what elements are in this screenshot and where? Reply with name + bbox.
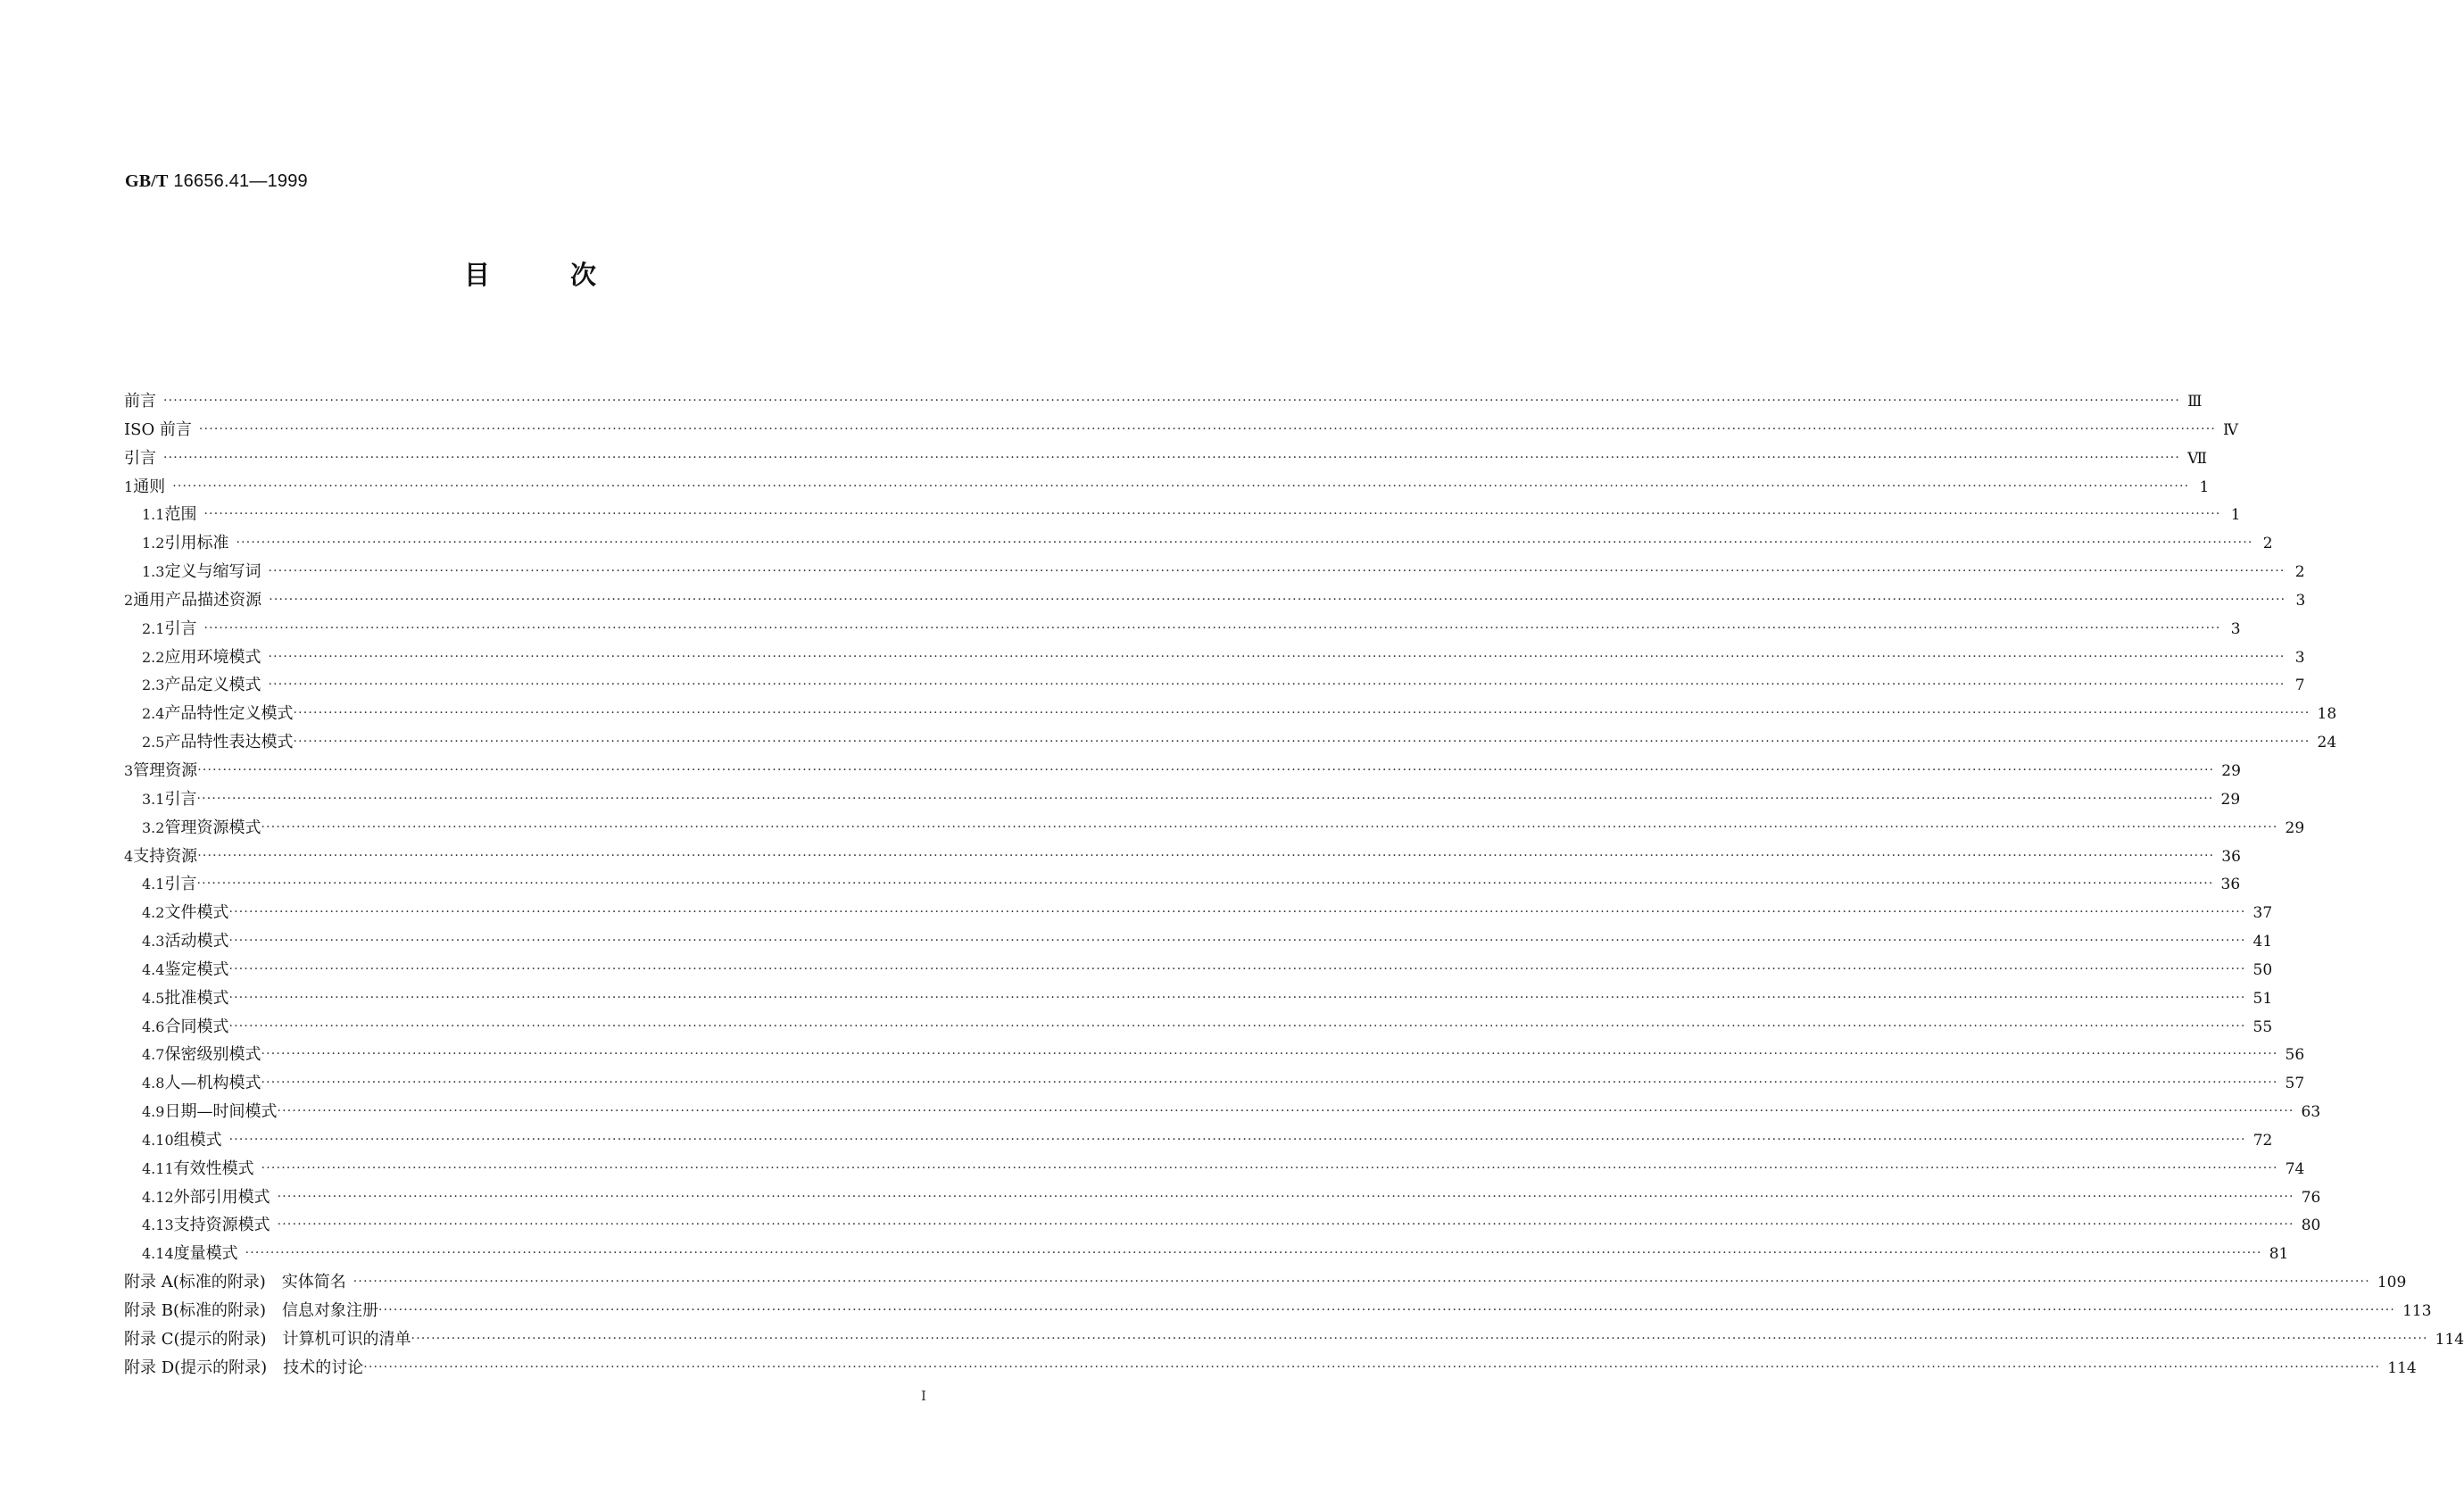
toc-dot-leader: ················································································································································································································································································································································································································: [196, 791, 2214, 806]
toc-entry-label: 产品特性定义模式: [164, 704, 294, 724]
toc-entry: [124, 473, 2210, 502]
toc-entry-page: 37: [2252, 904, 2273, 923]
toc-entry: [124, 757, 2241, 785]
toc-dot-leader: ················································································································································································································································································································································································································: [228, 1132, 2246, 1147]
toc-dot-leader: ················································································································································································································································································································································································································: [378, 1303, 2396, 1317]
toc-entry-number: 4.2: [142, 904, 165, 922]
toc-entry: [124, 1126, 2273, 1155]
toc-dot-leader: ················································································································································································································································································································································································································: [228, 961, 2246, 976]
toc-entry-label: 日期—时间模式: [164, 1102, 278, 1122]
toc-entry: [124, 1183, 2321, 1212]
toc-entry-number: 4.3: [142, 933, 165, 951]
toc-dot-leader: ················································································································································································································································································································································································································: [245, 1246, 2262, 1261]
toc-entry: [124, 728, 2337, 757]
toc-entry: [124, 586, 2306, 615]
toc-entry-number: 2.4: [142, 705, 165, 723]
toc-entry: [124, 843, 2241, 871]
toc-entry-number: 2.2: [142, 648, 165, 666]
toc-entry-page: 63: [2301, 1103, 2321, 1122]
toc-dot-leader: ················································································································································································································································································································································································································: [261, 1047, 2278, 1062]
page-title: [464, 255, 676, 292]
toc-entry-label: 活动模式: [164, 932, 229, 951]
toc-entry-number: 4.14: [142, 1245, 174, 1263]
standard-number: 16656.41—1999: [173, 171, 308, 191]
toc-entry: [124, 927, 2273, 956]
toc-dot-leader: ················································································································································································································································································································································································································: [269, 592, 2286, 607]
toc-entry-page: 55: [2252, 1017, 2273, 1036]
toc-entry: [124, 1098, 2321, 1126]
toc-dot-leader: ················································································································································································································································································································································································································: [228, 1018, 2246, 1034]
toc-entry: [124, 1155, 2305, 1183]
toc-entry: [124, 1240, 2289, 1268]
toc-entry-label: 支持资源模式: [173, 1216, 270, 1235]
toc-entry-page: 41: [2252, 933, 2273, 951]
toc-entry-page: 24: [2317, 734, 2337, 752]
toc-entry-page: 109: [2377, 1274, 2407, 1292]
table-of-contents: [124, 387, 2464, 1383]
toc-dot-leader: ················································································································································································································································································································································································································: [228, 990, 2246, 1005]
toc-dot-leader: ················································································································································································································································································································································································································: [228, 934, 2246, 949]
toc-dot-leader: ················································································································································································································································································································································································································: [353, 1275, 2370, 1290]
toc-entry: [124, 1297, 2432, 1325]
toc-entry-number: 4.10: [142, 1131, 174, 1149]
toc-entry-page: 3: [2230, 619, 2241, 638]
toc-entry-number: 4.13: [142, 1217, 174, 1234]
toc-entry-label: 附录 B(标准的附录) 信息对象注册: [124, 1301, 378, 1320]
toc-entry-number: 1: [124, 477, 134, 495]
toc-entry-page: 29: [2220, 790, 2241, 809]
toc-entry-page: 18: [2317, 705, 2337, 724]
toc-entry-label: 外部引用模式: [173, 1187, 270, 1207]
toc-entry-number: 3: [124, 761, 134, 779]
toc-dot-leader: ················································································································································································································································································································································································································: [163, 394, 2181, 408]
toc-entry-label: 支持资源: [133, 846, 198, 866]
toc-entry-label: 通用产品描述资源: [133, 590, 262, 610]
title-char-2: 次: [570, 260, 677, 290]
toc-entry-page: 2: [2294, 563, 2305, 582]
toc-entry-label: 鉴定模式: [164, 959, 229, 979]
toc-entry-label: 人—机构模式: [164, 1074, 261, 1093]
toc-entry-page: 2: [2262, 535, 2273, 553]
toc-entry-page: 3: [2295, 591, 2306, 610]
toc-dot-leader: ················································································································································································································································································································································································································: [268, 677, 2286, 693]
toc-entry-label: 定义与缩写词: [164, 562, 261, 582]
toc-entry-number: 2.3: [142, 677, 165, 694]
toc-dot-leader: ················································································································································································································································································································································································································: [277, 1217, 2294, 1233]
toc-entry-label: 管理资源模式: [164, 818, 261, 837]
toc-entry-label: 范围: [164, 505, 197, 525]
toc-entry-number: 4.4: [142, 960, 165, 978]
toc-entry-label: ISO 前言: [124, 419, 192, 439]
toc-dot-leader: ················································································································································································································································································································································································································: [203, 507, 2221, 522]
toc-entry-page: 7: [2294, 677, 2305, 695]
toc-dot-leader: ················································································································································································································································································································································································································: [277, 1104, 2294, 1119]
toc-entry-number: 4.6: [142, 1017, 165, 1035]
toc-dot-leader: ················································································································································································································································································································································································································: [197, 848, 2215, 863]
toc-entry-page: Ⅳ: [2223, 420, 2238, 439]
toc-entry-page: 3: [2294, 648, 2305, 667]
toc-entry-number: 4.5: [142, 989, 165, 1007]
toc-dot-leader: ················································································································································································································································································································································································································: [268, 649, 2286, 664]
toc-entry-label: 合同模式: [164, 1017, 229, 1036]
toc-entry: [124, 416, 2238, 444]
toc-entry-page: 29: [2285, 818, 2305, 837]
toc-dot-leader: ················································································································································································································································································································································································································: [236, 536, 2253, 551]
toc-entry-number: 1.1: [142, 506, 165, 524]
toc-entry-page: 56: [2285, 1046, 2305, 1065]
toc-entry-label: 引言: [164, 619, 197, 638]
toc-entry-label: 管理资源: [133, 760, 198, 780]
standard-prefix: GB/T: [125, 171, 169, 191]
toc-entry-number: 2: [124, 591, 134, 609]
toc-entry-number: 2.5: [142, 734, 165, 752]
toc-entry-number: 4.7: [142, 1046, 165, 1064]
toc-entry: [124, 870, 2241, 899]
toc-entry-label: 前言: [124, 392, 156, 411]
toc-entry-number: 1.2: [142, 535, 165, 552]
toc-dot-leader: ················································································································································································································································································································································································································: [163, 450, 2181, 465]
toc-entry: [124, 444, 2208, 473]
toc-dot-leader: ················································································································································································································································································································································································································: [261, 1160, 2278, 1175]
toc-entry-label: 产品特性表达模式: [164, 733, 294, 752]
toc-entry-page: 51: [2252, 989, 2273, 1008]
toc-entry: [124, 529, 2273, 558]
toc-entry-page: 57: [2285, 1075, 2305, 1093]
page-number: Ⅰ: [921, 1388, 926, 1404]
toc-entry-number: 3.2: [142, 818, 165, 836]
toc-dot-leader: ················································································································································································································································································································································································································: [411, 1331, 2428, 1346]
toc-entry: [124, 1325, 2464, 1354]
toc-entry: [124, 1041, 2305, 1069]
toc-entry: [124, 615, 2241, 644]
toc-entry-page: 113: [2402, 1302, 2432, 1320]
toc-entry-page: 1: [2230, 506, 2241, 525]
toc-entry-page: 72: [2252, 1131, 2273, 1150]
toc-entry: [124, 1069, 2305, 1098]
toc-entry-label: 批准模式: [164, 988, 229, 1008]
toc-dot-leader: ················································································································································································································································································································································································································: [293, 706, 2311, 721]
toc-entry-number: 1.3: [142, 563, 165, 581]
toc-entry-page: 36: [2220, 876, 2241, 894]
toc-entry-page: 114: [2435, 1330, 2464, 1349]
toc-entry: [124, 501, 2241, 529]
toc-entry-label: 引言: [164, 875, 197, 894]
toc-entry-label: 附录 A(标准的附录) 实体简名: [124, 1273, 346, 1292]
toc-entry-label: 引言: [164, 789, 197, 809]
toc-dot-leader: ················································································································································································································································································································································································································: [261, 819, 2278, 835]
toc-entry-page: 74: [2285, 1159, 2305, 1178]
toc-dot-leader: ················································································································································································································································································································································································································: [293, 735, 2311, 750]
toc-entry-label: 保密级别模式: [164, 1045, 261, 1065]
toc-entry-page: 76: [2301, 1188, 2321, 1207]
title-char-1: 目: [464, 260, 571, 290]
toc-entry-page: 29: [2221, 761, 2241, 780]
toc-entry: [124, 644, 2305, 672]
toc-entry: [124, 558, 2305, 586]
toc-entry-label: 有效性模式: [173, 1158, 254, 1178]
toc-entry-number: 4.11: [142, 1159, 174, 1177]
toc-entry-page: 50: [2252, 960, 2273, 979]
toc-dot-leader: ················································································································································································································································································································································································································: [203, 620, 2221, 635]
toc-entry-label: 组模式: [173, 1130, 222, 1150]
toc-entry-page: 36: [2221, 847, 2241, 866]
toc-entry: [124, 956, 2273, 984]
toc-dot-leader: ················································································································································································································································································································································································································: [363, 1359, 2381, 1374]
toc-entry-label: 引用标准: [164, 534, 229, 553]
toc-entry-label: 产品定义模式: [164, 676, 261, 695]
toc-entry: [124, 1268, 2407, 1297]
toc-entry-page: 114: [2387, 1358, 2417, 1377]
toc-entry-label: 度量模式: [173, 1244, 238, 1264]
toc-dot-leader: ················································································································································································································································································································································································································: [196, 876, 2214, 892]
toc-entry: [124, 785, 2241, 814]
toc-dot-leader: ················································································································································································································································································································································································································: [228, 905, 2246, 920]
toc-entry-label: 通则: [133, 477, 166, 496]
toc-entry: [124, 700, 2337, 728]
toc-entry-number: 4.12: [142, 1188, 174, 1206]
toc-entry-label: 应用环境模式: [164, 647, 261, 667]
toc-entry-page: Ⅶ: [2187, 449, 2208, 468]
toc-entry-number: 4.8: [142, 1075, 165, 1092]
toc-entry: [124, 814, 2305, 843]
toc-entry-number: 3.1: [142, 790, 165, 808]
toc-entry: [124, 1354, 2417, 1383]
toc-entry-label: 附录 D(提示的附录) 技术的讨论: [124, 1358, 364, 1377]
toc-entry-label: 文件模式: [164, 903, 229, 923]
toc-entry: [124, 984, 2273, 1013]
toc-entry-label: 引言: [124, 448, 156, 468]
toc-entry-page: Ⅲ: [2187, 393, 2203, 411]
toc-entry-label: 附录 C(提示的附录) 计算机可识的清单: [124, 1329, 411, 1349]
toc-dot-leader: ················································································································································································································································································································································································································: [198, 421, 2216, 436]
toc-dot-leader: ················································································································································································································································································································································································································: [172, 478, 2190, 494]
toc-entry-number: 4: [124, 847, 134, 865]
toc-entry-page: 80: [2301, 1217, 2321, 1235]
toc-entry-number: 4.9: [142, 1103, 165, 1121]
toc-entry-number: 4.1: [142, 876, 165, 893]
toc-entry-number: 2.1: [142, 619, 165, 637]
toc-entry-page: 1: [2199, 477, 2210, 496]
toc-entry: [124, 1013, 2273, 1042]
toc-entry: [124, 1211, 2321, 1240]
toc-entry: [124, 899, 2273, 927]
standard-code: [125, 171, 308, 192]
toc-dot-leader: ················································································································································································································································································································································································································: [261, 1075, 2278, 1091]
toc-dot-leader: ················································································································································································································································································································································································································: [197, 762, 2215, 777]
toc-dot-leader: ················································································································································································································································································································································································································: [268, 564, 2286, 579]
toc-dot-leader: ················································································································································································································································································································································································································: [277, 1189, 2294, 1204]
toc-entry-page: 81: [2269, 1245, 2289, 1264]
toc-entry: [124, 387, 2203, 416]
toc-entry: [124, 671, 2305, 700]
